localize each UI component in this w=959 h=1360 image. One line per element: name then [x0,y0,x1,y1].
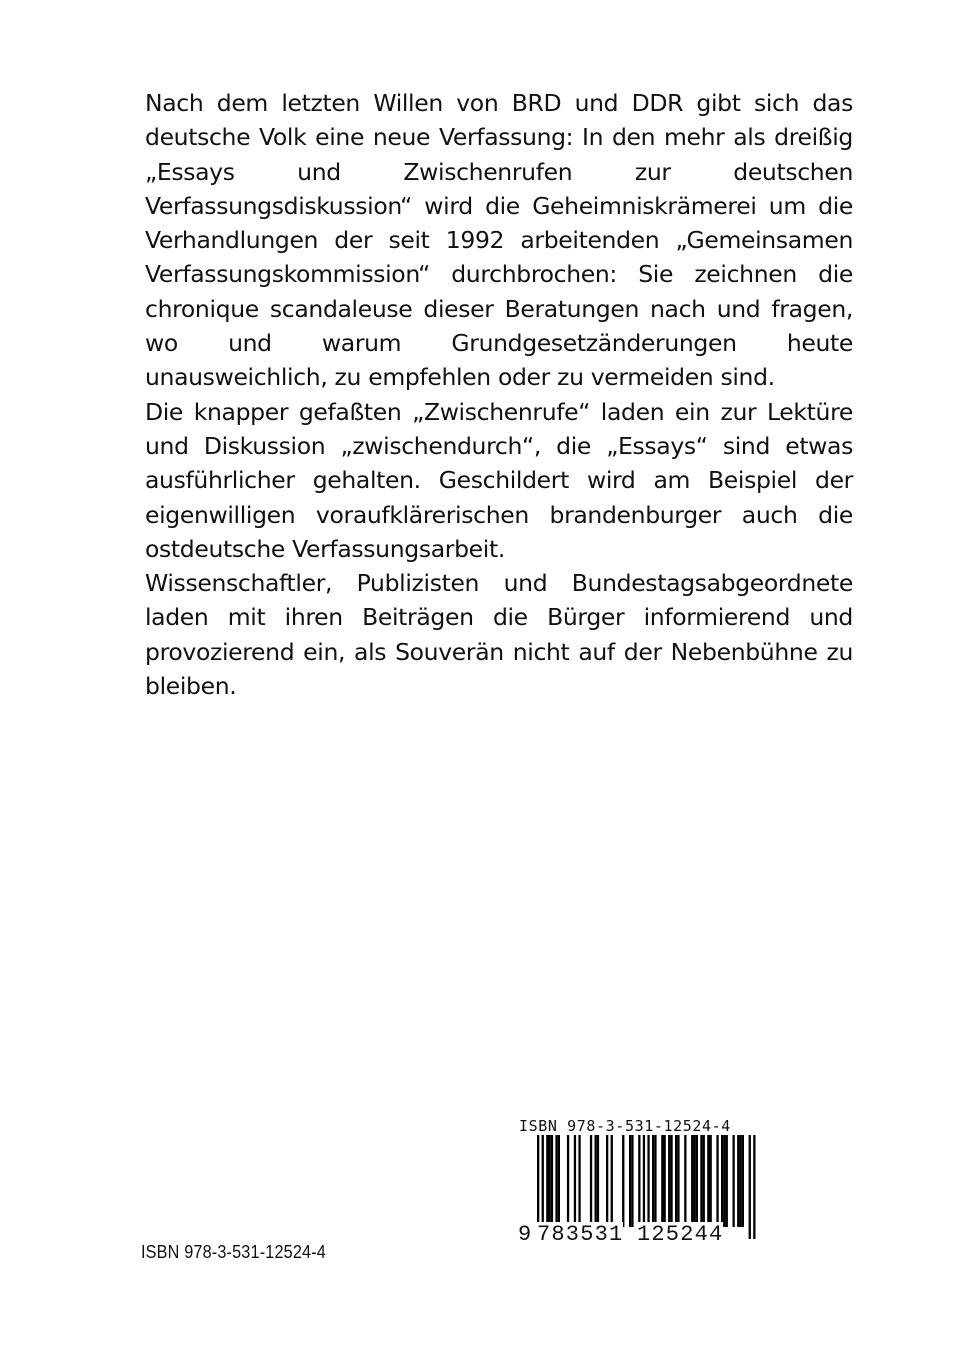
barcode-bar [726,1135,728,1227]
barcode-bar [691,1135,693,1227]
barcode-bar [629,1135,631,1227]
barcode-bar [546,1135,548,1227]
barcode-bar [693,1135,695,1227]
barcode-bar [742,1135,744,1227]
barcode-bar [652,1135,654,1227]
barcode-bar [638,1135,640,1227]
back-cover-blurb [145,86,853,703]
barcode-bar [631,1135,633,1227]
barcode-bar [597,1135,599,1227]
barcode-bar [710,1135,712,1227]
barcode-isbn-header: ISBN 978-3-531-12524-4 [519,1117,731,1135]
barcode-bar [551,1135,553,1227]
barcode-digit-group-right: 125244 [637,1222,724,1247]
barcode-bar [703,1135,705,1227]
barcode-bar [661,1135,663,1227]
isbn-label: ISBN 978-3-531-12524-4 [141,1242,326,1262]
barcode-bar [684,1135,686,1227]
barcode-bar [590,1135,592,1227]
barcode-bar [733,1135,735,1227]
isbn-barcode [515,1117,765,1251]
barcode-bar [737,1135,739,1227]
barcode-bar [739,1135,741,1227]
barcode-bar [675,1135,677,1227]
barcode-digit-group-left: 783531 [537,1222,624,1247]
barcode-bar [606,1135,608,1227]
barcode-bar [700,1135,702,1227]
barcode-bar [555,1135,557,1227]
blurb-paragraph-3: Wissenschaftler, Publizisten und Bundestagsabgeordnete laden mit ihren Beiträgen die Bürger informierend und provozierend ein, als Souverän nicht auf der Nebenbühne zu bleiben. [145,569,853,701]
barcode-bar [611,1135,613,1227]
barcode-bar [696,1135,698,1227]
barcode-bar [578,1135,580,1227]
barcode-first-digit: 9 [518,1222,532,1247]
barcode-bar [668,1135,670,1227]
barcode-bar [574,1135,576,1227]
blurb-paragraph-2: Die knapper gefaßten „Zwischenrufe“ laden ein zur Lektüre und Diskussion „zwischendurch“, die „Essays“ sind etwas ausführlicher gehalten. Geschildert wird am Beispiel der eigenwilligen voraufklärerischen brandenburger auch die ostdeutsche Verfassungsarbeit. [145,397,853,563]
barcode-bar [721,1135,723,1227]
barcode-bar [654,1135,656,1227]
barcode-bar [670,1135,672,1227]
barcode-bar [567,1135,569,1227]
barcode-bar [677,1135,679,1227]
barcode-bar [622,1135,624,1227]
barcode-bar [558,1135,560,1227]
barcode-bar [549,1135,551,1227]
barcode-bar [723,1135,725,1227]
barcode-guard-bar [749,1135,751,1239]
barcode-bar [595,1135,597,1227]
barcode-bar [664,1135,666,1227]
barcode-guard-bar [753,1135,755,1239]
blurb-paragraph-1: Nach dem letzten Willen von BRD und DDR gibt sich das deutsche Volk eine neue Verfassung: In den mehr als dreißig „Essays und Zwischenrufen zur deutschen Verfassungsdiskussion“ wird die Geheimniskrämerei um die Verhandlungen der seit 1992 arbeitenden „Gemeinsamen Verfassungskommission“ durchbrochen: Sie zeichnen die chronique scandaleuse dieser Beratungen nach und fragen, wo und warum Grundgesetzänderungen heute unausweichlich, zu empfehlen oder zu vermeiden sind. [145,89,853,392]
barcode-bar [707,1135,709,1227]
barcode-bar [716,1135,718,1227]
